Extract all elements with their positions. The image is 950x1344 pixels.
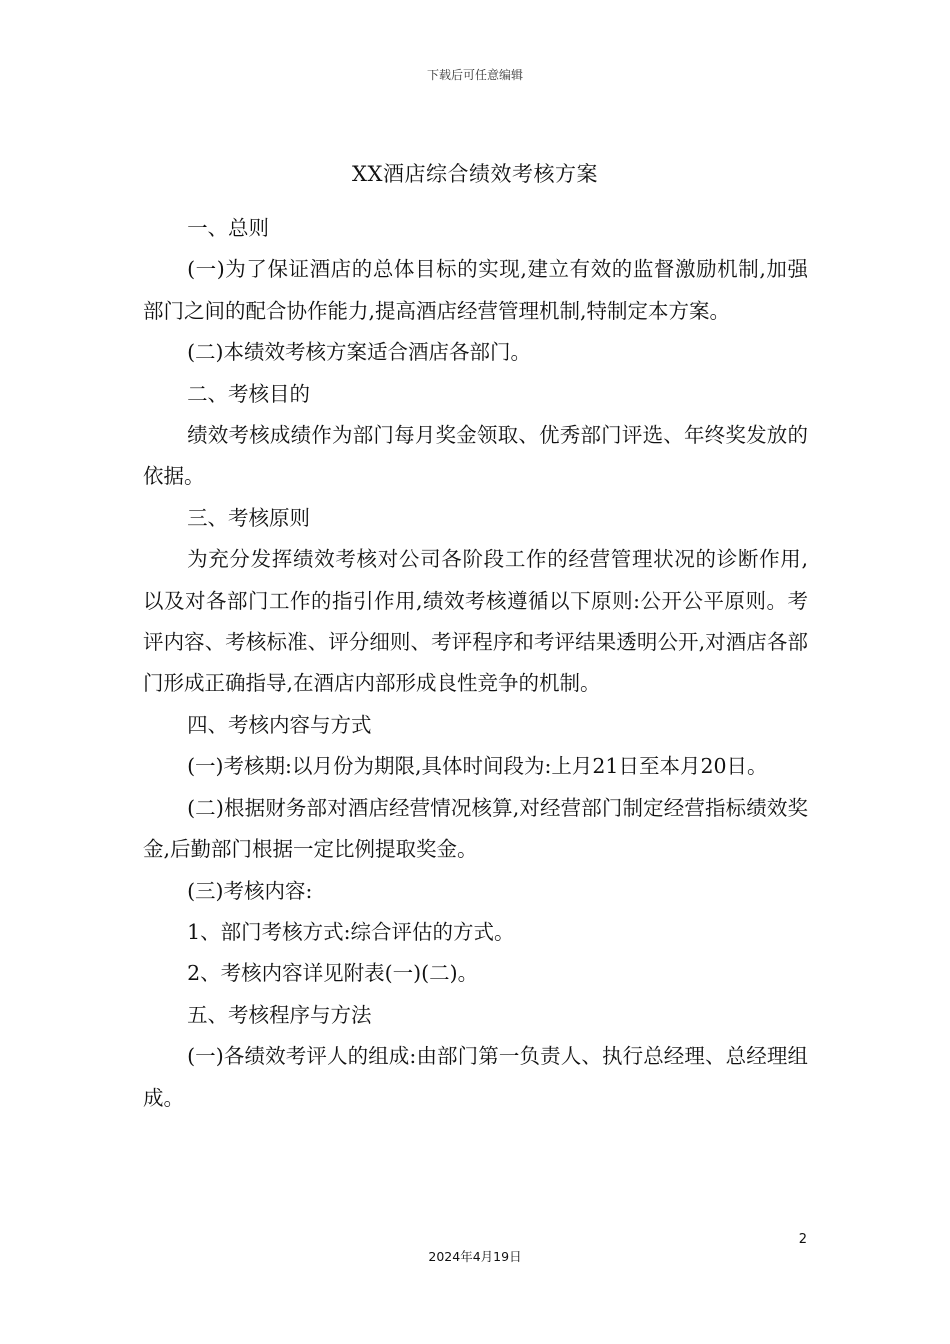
paragraph: (二)根据财务部对酒店经营情况核算,对经营部门制定经营指标绩效奖金,后勤部门根据一定比例提取奖金。 — [143, 795, 808, 862]
header-note: 下载后可任意编辑 — [426, 68, 523, 82]
paragraph: (一)考核期:以月份为期限,具体时间段为:上月21日至本月20日。 — [187, 754, 768, 779]
section-heading-content: 四、考核内容与方式 — [187, 712, 372, 737]
page-number: 2 — [798, 1232, 807, 1247]
section-heading-general: 一、总则 — [187, 216, 270, 240]
list-item: 1、部门考核方式:综合评估的方式。 — [187, 919, 515, 944]
section-heading-purpose: 二、考核目的 — [187, 381, 311, 406]
document-body — [143, 208, 808, 1119]
paragraph: (二)本绩效考核方案适合酒店各部门。 — [187, 340, 532, 365]
document-title: XX酒店综合绩效考核方案 — [352, 162, 598, 186]
paragraph: (三)考核内容: — [187, 878, 313, 903]
list-item: 2、考核内容详见附表(一)(二)。 — [187, 961, 479, 986]
paragraph: (一)各绩效考评人的组成:由部门第一负责人、执行总经理、总经理组成。 — [143, 1044, 808, 1110]
paragraph: (一)为了保证酒店的总体目标的实现,建立有效的监督激励机制,加强部门之间的配合协作能力,提高酒店经营管理机制,特制定本方案。 — [143, 257, 808, 323]
footer-date: 2024年4月19日 — [428, 1249, 522, 1264]
paragraph: 绩效考核成绩作为部门每月奖金领取、优秀部门评选、年终奖发放的依据。 — [143, 423, 808, 489]
section-heading-procedure: 五、考核程序与方法 — [187, 1002, 372, 1027]
paragraph: 为充分发挥绩效考核对公司各阶段工作的经营管理状况的诊断作用,以及对各部门工作的指引作用,绩效考核遵循以下原则:公开公平原则。考评内容、考核标准、评分细则、考评程序和考评结果透明公开,对酒店各部门形成正确指导,在酒店内部形成良性竞争的机制。 — [143, 547, 808, 696]
section-heading-principles: 三、考核原则 — [187, 505, 311, 530]
